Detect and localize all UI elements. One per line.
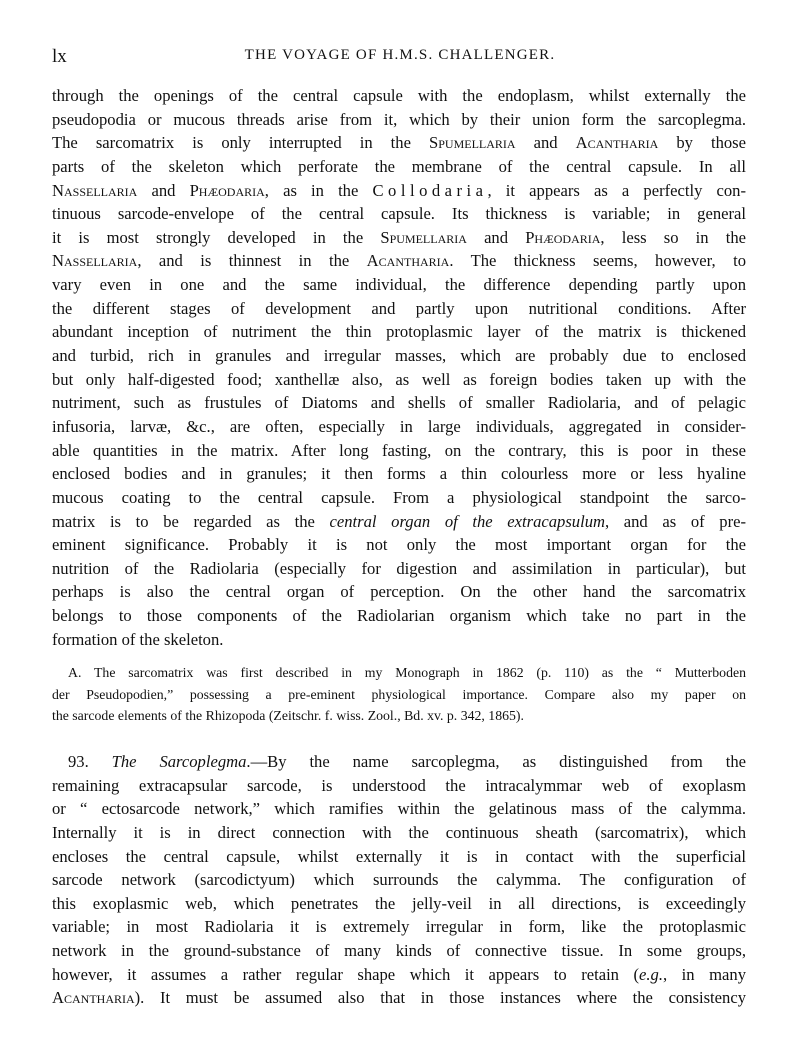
text-line: this exoplasmic web, which penetrates the jelly-veil in all directions, is exceedingly bbox=[52, 893, 746, 913]
footnote-line: der Pseudopodien,” possessing a pre-eminent physiological importance. Compare also my paper on bbox=[52, 686, 746, 702]
paragraph-sarcoplegma bbox=[52, 750, 746, 1010]
text-line: network in the ground-substance of many kinds of connective tissue. In some groups, bbox=[52, 941, 746, 961]
text-line: Nassellaria and Phæodaria, as in the Collodaria, it appears as a perfectly con- bbox=[52, 180, 746, 200]
text-line: mucous coating to the central capsule. From a physiological standpoint the sarco- bbox=[52, 487, 746, 507]
paragraph-sarcomatrix bbox=[52, 84, 746, 651]
text-line: infusoria, larvæ, &c., are often, especially in large individuals, aggregated in consider- bbox=[52, 416, 746, 436]
running-title: THE VOYAGE OF H.M.S. CHALLENGER. bbox=[244, 47, 556, 63]
text-line: vary even in one and the same individual, the difference depending partly upon bbox=[52, 275, 746, 295]
text-line: eminent significance. Probably it is not only the most important organ for the bbox=[52, 535, 746, 555]
text-line: belongs to those components of the Radiolarian organism which take no part in the bbox=[52, 606, 746, 626]
footnote bbox=[52, 662, 746, 727]
text-line: tinuous sarcode-envelope of the central capsule. Its thickness is variable; in general bbox=[52, 204, 746, 224]
footnote-line: the sarcode elements of the Rhizopoda (Zeitschr. f. wiss. Zool., Bd. xv. p. 342, 1865). bbox=[52, 708, 524, 723]
text-line: nutrition of the Radiolaria (especially for digestion and assimilation in particular), but bbox=[52, 558, 746, 578]
text-line: able quantities in the matrix. After long fasting, on the contrary, this is poor in these bbox=[52, 440, 746, 460]
text-line: but only half-digested food; xanthellæ also, as well as foreign bodies taken up with the bbox=[52, 369, 746, 389]
text-line: or “ ectosarcode network,” which ramifies within the gelatinous mass of the calymma. bbox=[52, 799, 746, 819]
text-line: encloses the central capsule, whilst externally it is in contact with the superficial bbox=[52, 846, 746, 866]
text-line: however, it assumes a rather regular shape which it appears to retain (e.g., in many bbox=[52, 964, 746, 984]
page-number: lx bbox=[52, 46, 67, 67]
text-line: it is most strongly developed in the Spumellaria and Phæodaria, less so in the bbox=[52, 227, 746, 247]
text-line: The sarcomatrix is only interrupted in the Spumellaria and Acantharia by those bbox=[52, 133, 746, 153]
text-line: parts of the skeleton which perforate the membrane of the central capsule. In all bbox=[52, 156, 746, 176]
text-line: the different stages of development and partly upon nutritional conditions. After bbox=[52, 298, 746, 318]
text-line: perhaps is also the central organ of perception. On the other hand the sarcomatrix bbox=[52, 582, 746, 602]
text-line: sarcode network (sarcodictyum) which surrounds the calymma. The configuration of bbox=[52, 870, 746, 890]
page-header bbox=[52, 46, 748, 70]
text-line: 93. The Sarcoplegma.—By the name sarcoplegma, as distinguished from the bbox=[68, 752, 746, 771]
text-line: through the openings of the central capsule with the endoplasm, whilst externally the bbox=[52, 86, 746, 105]
footnote-line: A. The sarcomatrix was first described in my Monograph in 1862 (p. 110) as the “ Mutterboden bbox=[68, 665, 746, 680]
text-line: formation of the skeleton. bbox=[52, 629, 224, 649]
text-line: remaining extracapsular sarcode, is understood the intracalymmar web of exoplasm bbox=[52, 775, 746, 795]
text-line: Nassellaria, and is thinnest in the Acantharia. The thickness seems, however, to bbox=[52, 251, 746, 271]
text-line: abundant inception of nutriment the thin protoplasmic layer of the matrix is thickened bbox=[52, 322, 746, 342]
text-line: matrix is to be regarded as the central organ of the extracapsulum, and as of pre- bbox=[52, 511, 746, 531]
text-line: Acantharia). It must be assumed also that in those instances where the consistency bbox=[52, 988, 746, 1008]
text-line: enclosed bodies and in granules; it then forms a thin colourless more or less hyaline bbox=[52, 464, 746, 484]
section-heading: The Sarcoplegma bbox=[111, 752, 247, 771]
text-line: variable; in most Radiolaria it is extremely irregular in form, like the protoplasmic bbox=[52, 917, 746, 937]
text-line: and turbid, rich in granules and irregular masses, which are probably due to enclosed bbox=[52, 346, 746, 366]
text-line: pseudopodia or mucous threads arise from it, which by their union form the sarcoplegma. bbox=[52, 109, 746, 129]
text-line: nutriment, such as frustules of Diatoms and shells of smaller Radiolaria, and of pelagic bbox=[52, 393, 746, 413]
text-line: Internally it is in direct connection with the continuous sheath (sarcomatrix), which bbox=[52, 822, 746, 842]
